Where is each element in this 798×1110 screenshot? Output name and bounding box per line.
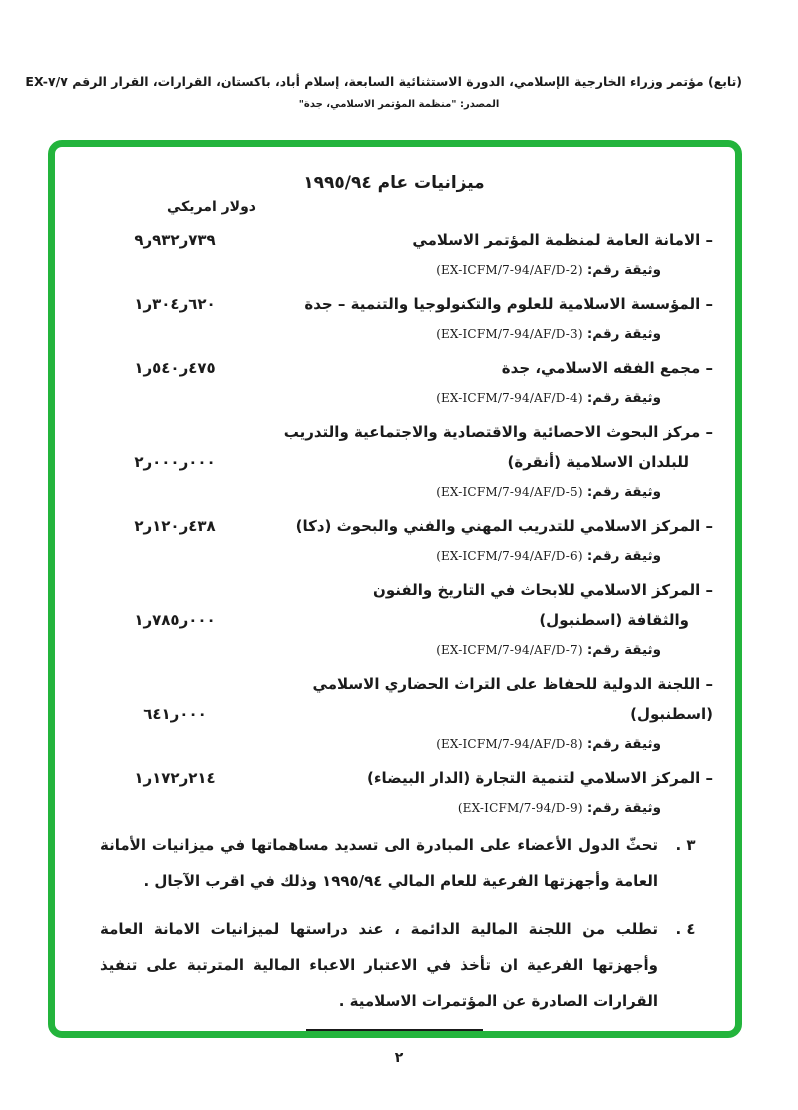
- item-amount: ١ر٥٤٠ر٤٧٥: [134, 359, 216, 377]
- item-amount: ١ر٣٠٤ر٦٢٠: [134, 295, 216, 313]
- item-name-line2: والثقافة (اسطنبول): [539, 611, 689, 629]
- item-name: – المؤسسة الاسلامية للعلوم والتكنولوجيا والتنمية – جدة: [304, 295, 713, 313]
- budget-item: [75, 669, 713, 759]
- doc-ref-number: (EX-ICFM/7-94/AF/D-6): [436, 549, 583, 563]
- paragraph-keyword: تحثّ: [625, 836, 659, 854]
- doc-ref-label: وثيقة رقم:: [586, 642, 661, 658]
- highlight-box: [48, 140, 742, 1038]
- doc-ref-number: (EX-ICFM/7-94/AF/D-5): [436, 485, 583, 499]
- doc-ref-number: (EX-ICFM/7-94/AF/D-8): [436, 737, 583, 751]
- paragraph-text: تحثّ الدول الأعضاء على المبادرة الى تسديد مساهماتها في ميزانيات الأمانة العامة وأجهزتها الفرعية للعام المالي ١٩٩٥/٩٤ وذلك في اقرب الآجال .: [100, 836, 659, 890]
- currency-label: دولار امريكي: [167, 199, 256, 215]
- item-amount: ١ر٧٨٥ر٠٠٠: [134, 611, 216, 629]
- doc-ref-number: (EX-ICFM/7-94/D-9): [457, 801, 583, 815]
- doc-ref: [75, 541, 713, 571]
- budget-items-list: [75, 225, 713, 823]
- resolution-paragraph: [75, 911, 713, 1019]
- doc-ref-label: وثيقة رقم:: [586, 262, 661, 278]
- budget-item: [75, 289, 713, 349]
- item-name: – المركز الاسلامي لتنمية التجارة (الدار البيضاء): [367, 769, 713, 787]
- paragraph-keyword: تطلب: [615, 920, 658, 938]
- doc-ref-number: (EX-ICFM/7-94/AF/D-7): [436, 643, 583, 657]
- resolution-paragraph: [75, 827, 713, 899]
- source-line: المصدر: "منظمة المؤتمر الاسلامي، جدة": [298, 99, 500, 110]
- resolution-number: EX-٧/٧: [25, 74, 68, 89]
- doc-ref-label: وثيقة رقم:: [586, 390, 661, 406]
- item-amount: ٢ر١٢٠ر٤٣٨: [134, 517, 216, 535]
- item-name: – مجمع الفقه الاسلامي، جدة: [501, 359, 713, 377]
- item-amount: ٩ر٩٣٢ر٧٣٩: [134, 231, 216, 249]
- budget-item: [75, 353, 713, 413]
- item-amount: ١ر١٧٢ر٢١٤: [134, 769, 216, 787]
- page-number: ٢: [394, 1050, 404, 1066]
- item-name: – المركز الاسلامي للابحاث في التاريخ والفنون والثقافة (اسطنبول): [275, 575, 713, 635]
- header-citation-text: (تابع) مؤتمر وزراء الخارجية الإسلامي، الدورة الاستثنائية السابعة، إسلام أباد، باكستان، القرارات، القرار الرقم: [72, 74, 742, 89]
- doc-ref-label: وثيقة رقم:: [586, 548, 661, 564]
- doc-ref-label: وثيقة رقم:: [586, 326, 661, 342]
- divider-line: [306, 1029, 483, 1031]
- item-name: – اللجنة الدولية للحفاظ على التراث الحضاري الاسلامي (اسطنبول): [312, 675, 713, 723]
- item-name: – الامانة العامة لمنظمة المؤتمر الاسلامي: [412, 231, 713, 249]
- doc-ref-label: وثيقة رقم:: [586, 800, 661, 816]
- budget-section: [55, 147, 735, 1031]
- doc-ref-label: وثيقة رقم:: [586, 484, 661, 500]
- doc-ref: [75, 793, 713, 823]
- doc-ref: [75, 635, 713, 665]
- paragraph-number: ٤ .: [675, 920, 696, 938]
- doc-ref: [75, 255, 713, 285]
- doc-ref-number: (EX-ICFM/7-94/AF/D-3): [436, 327, 583, 341]
- header-citation: [25, 74, 742, 89]
- budget-title: ميزانيات عام ١٩٩٥/٩٤: [303, 173, 485, 193]
- budget-item: [75, 575, 713, 665]
- paragraph-number: ٣ .: [675, 836, 696, 854]
- item-amount: ٢ر٠٠٠ر٠٠٠: [134, 453, 216, 471]
- doc-ref-number: (EX-ICFM/7-94/AF/D-4): [436, 391, 583, 405]
- item-amount: ٦٤١ر٠٠٠: [143, 705, 207, 723]
- doc-ref: [75, 729, 713, 759]
- item-name: – المركز الاسلامي للتدريب المهني والفني والبحوث (دكا): [295, 517, 713, 535]
- paragraph-text: تطلب من اللجنة المالية الدائمة ، عند دراستها لميزانيات الامانة العامة وأجهزتها الفرعية ان تأخذ في الاعتبار الاعباء المالية المترتبة على تنفيذ القرارات الصادرة عن المؤتمرات الاسلامية .: [100, 920, 658, 1010]
- budget-item: [75, 511, 713, 571]
- doc-ref: [75, 383, 713, 413]
- doc-ref: [75, 477, 713, 507]
- budget-item: [75, 225, 713, 285]
- item-name-line2: للبلدان الاسلامية (أنقرة): [507, 453, 689, 471]
- item-name: – مركز البحوث الاحصائية والاقتصادية والاجتماعية والتدريب للبلدان الاسلامية (أنقرة): [275, 417, 713, 477]
- budget-item: [75, 417, 713, 507]
- budget-item: [75, 763, 713, 823]
- doc-ref: [75, 319, 713, 349]
- doc-ref-label: وثيقة رقم:: [586, 736, 661, 752]
- doc-ref-number: (EX-ICFM/7-94/AF/D-2): [436, 263, 583, 277]
